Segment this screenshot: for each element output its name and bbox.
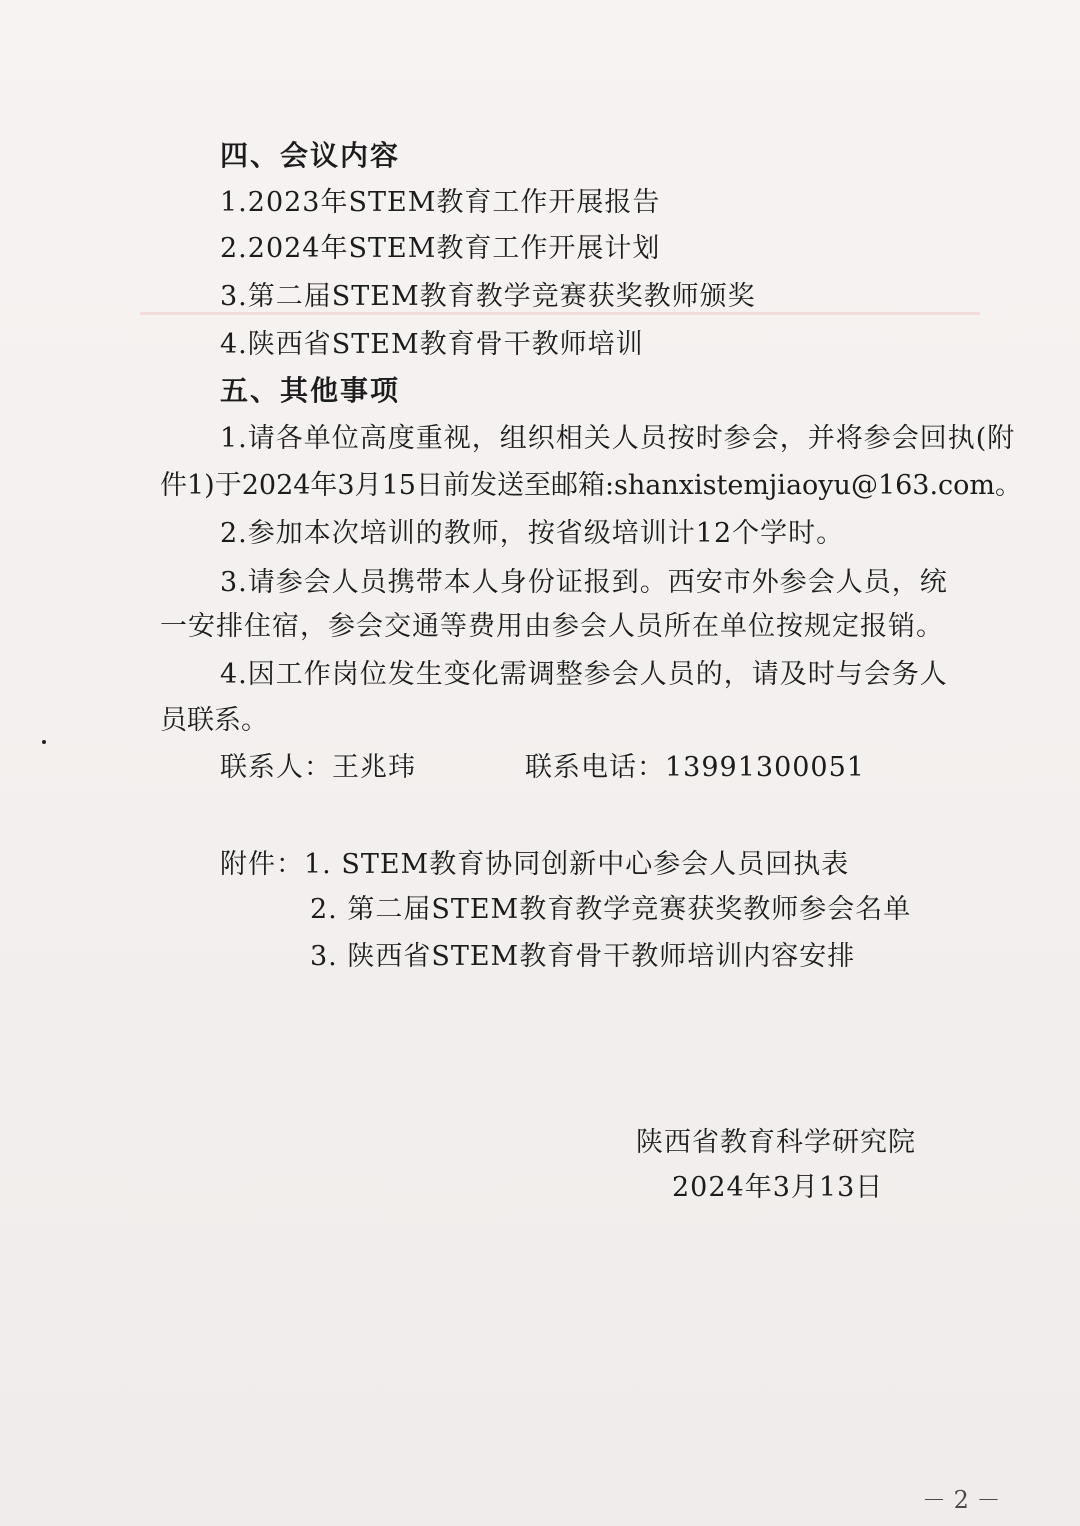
contact-row bbox=[220, 748, 980, 788]
other-matters-line-2: 件1)于2024年3月15日前发送至邮箱:shanxistemjiaoyu@163.com。 bbox=[160, 470, 1023, 501]
other-matters-line-6: 4.因工作岗位发生变化需调整参会人员的，请及时与会务人 bbox=[220, 659, 948, 690]
contact-phone: 联系电话：13991300051 bbox=[525, 752, 865, 783]
attachments-label: 附件： bbox=[220, 849, 304, 880]
attachment-item-2: 2. 第二届STEM教育教学竞赛获奖教师参会名单 bbox=[310, 894, 912, 925]
attachment-line-1 bbox=[220, 845, 980, 885]
signature-date: 2024年3月13日 bbox=[672, 1172, 884, 1203]
attachment-item-3: 3. 陕西省STEM教育骨干教师培训内容安排 bbox=[310, 941, 856, 972]
meeting-item-2: 2.2024年STEM教育工作开展计划 bbox=[220, 233, 661, 264]
meeting-item-4: 4.陕西省STEM教育骨干教师培训 bbox=[220, 329, 644, 360]
meeting-item-3: 3.第二届STEM教育教学竞赛获奖教师颁奖 bbox=[220, 281, 756, 312]
contact-person: 联系人：王兆玮 bbox=[220, 752, 416, 783]
other-matters-line-3: 2.参加本次培训的教师，按省级培训计12个学时。 bbox=[220, 518, 845, 549]
scan-speck bbox=[42, 740, 46, 744]
section-heading-meeting-content: 四、会议内容 bbox=[220, 139, 401, 172]
other-matters-line-5: 一安排住宿，参会交通等费用由参会人员所在单位按规定报销。 bbox=[160, 611, 944, 642]
meeting-item-1: 1.2023年STEM教育工作开展报告 bbox=[220, 187, 661, 218]
other-matters-line-4: 3.请参会人员携带本人身份证报到。西安市外参会人员，统 bbox=[220, 567, 948, 598]
section-heading-other-matters: 五、其他事项 bbox=[220, 374, 401, 407]
page-number: － 2 － bbox=[922, 1486, 1001, 1514]
attachment-item-1: 1. STEM教育协同创新中心参会人员回执表 bbox=[304, 849, 850, 880]
other-matters-line-7: 员联系。 bbox=[160, 705, 268, 736]
other-matters-line-1: 1.请各单位高度重视，组织相关人员按时参会，并将参会回执(附 bbox=[220, 423, 1016, 454]
signature-organization: 陕西省教育科学研究院 bbox=[636, 1127, 916, 1158]
